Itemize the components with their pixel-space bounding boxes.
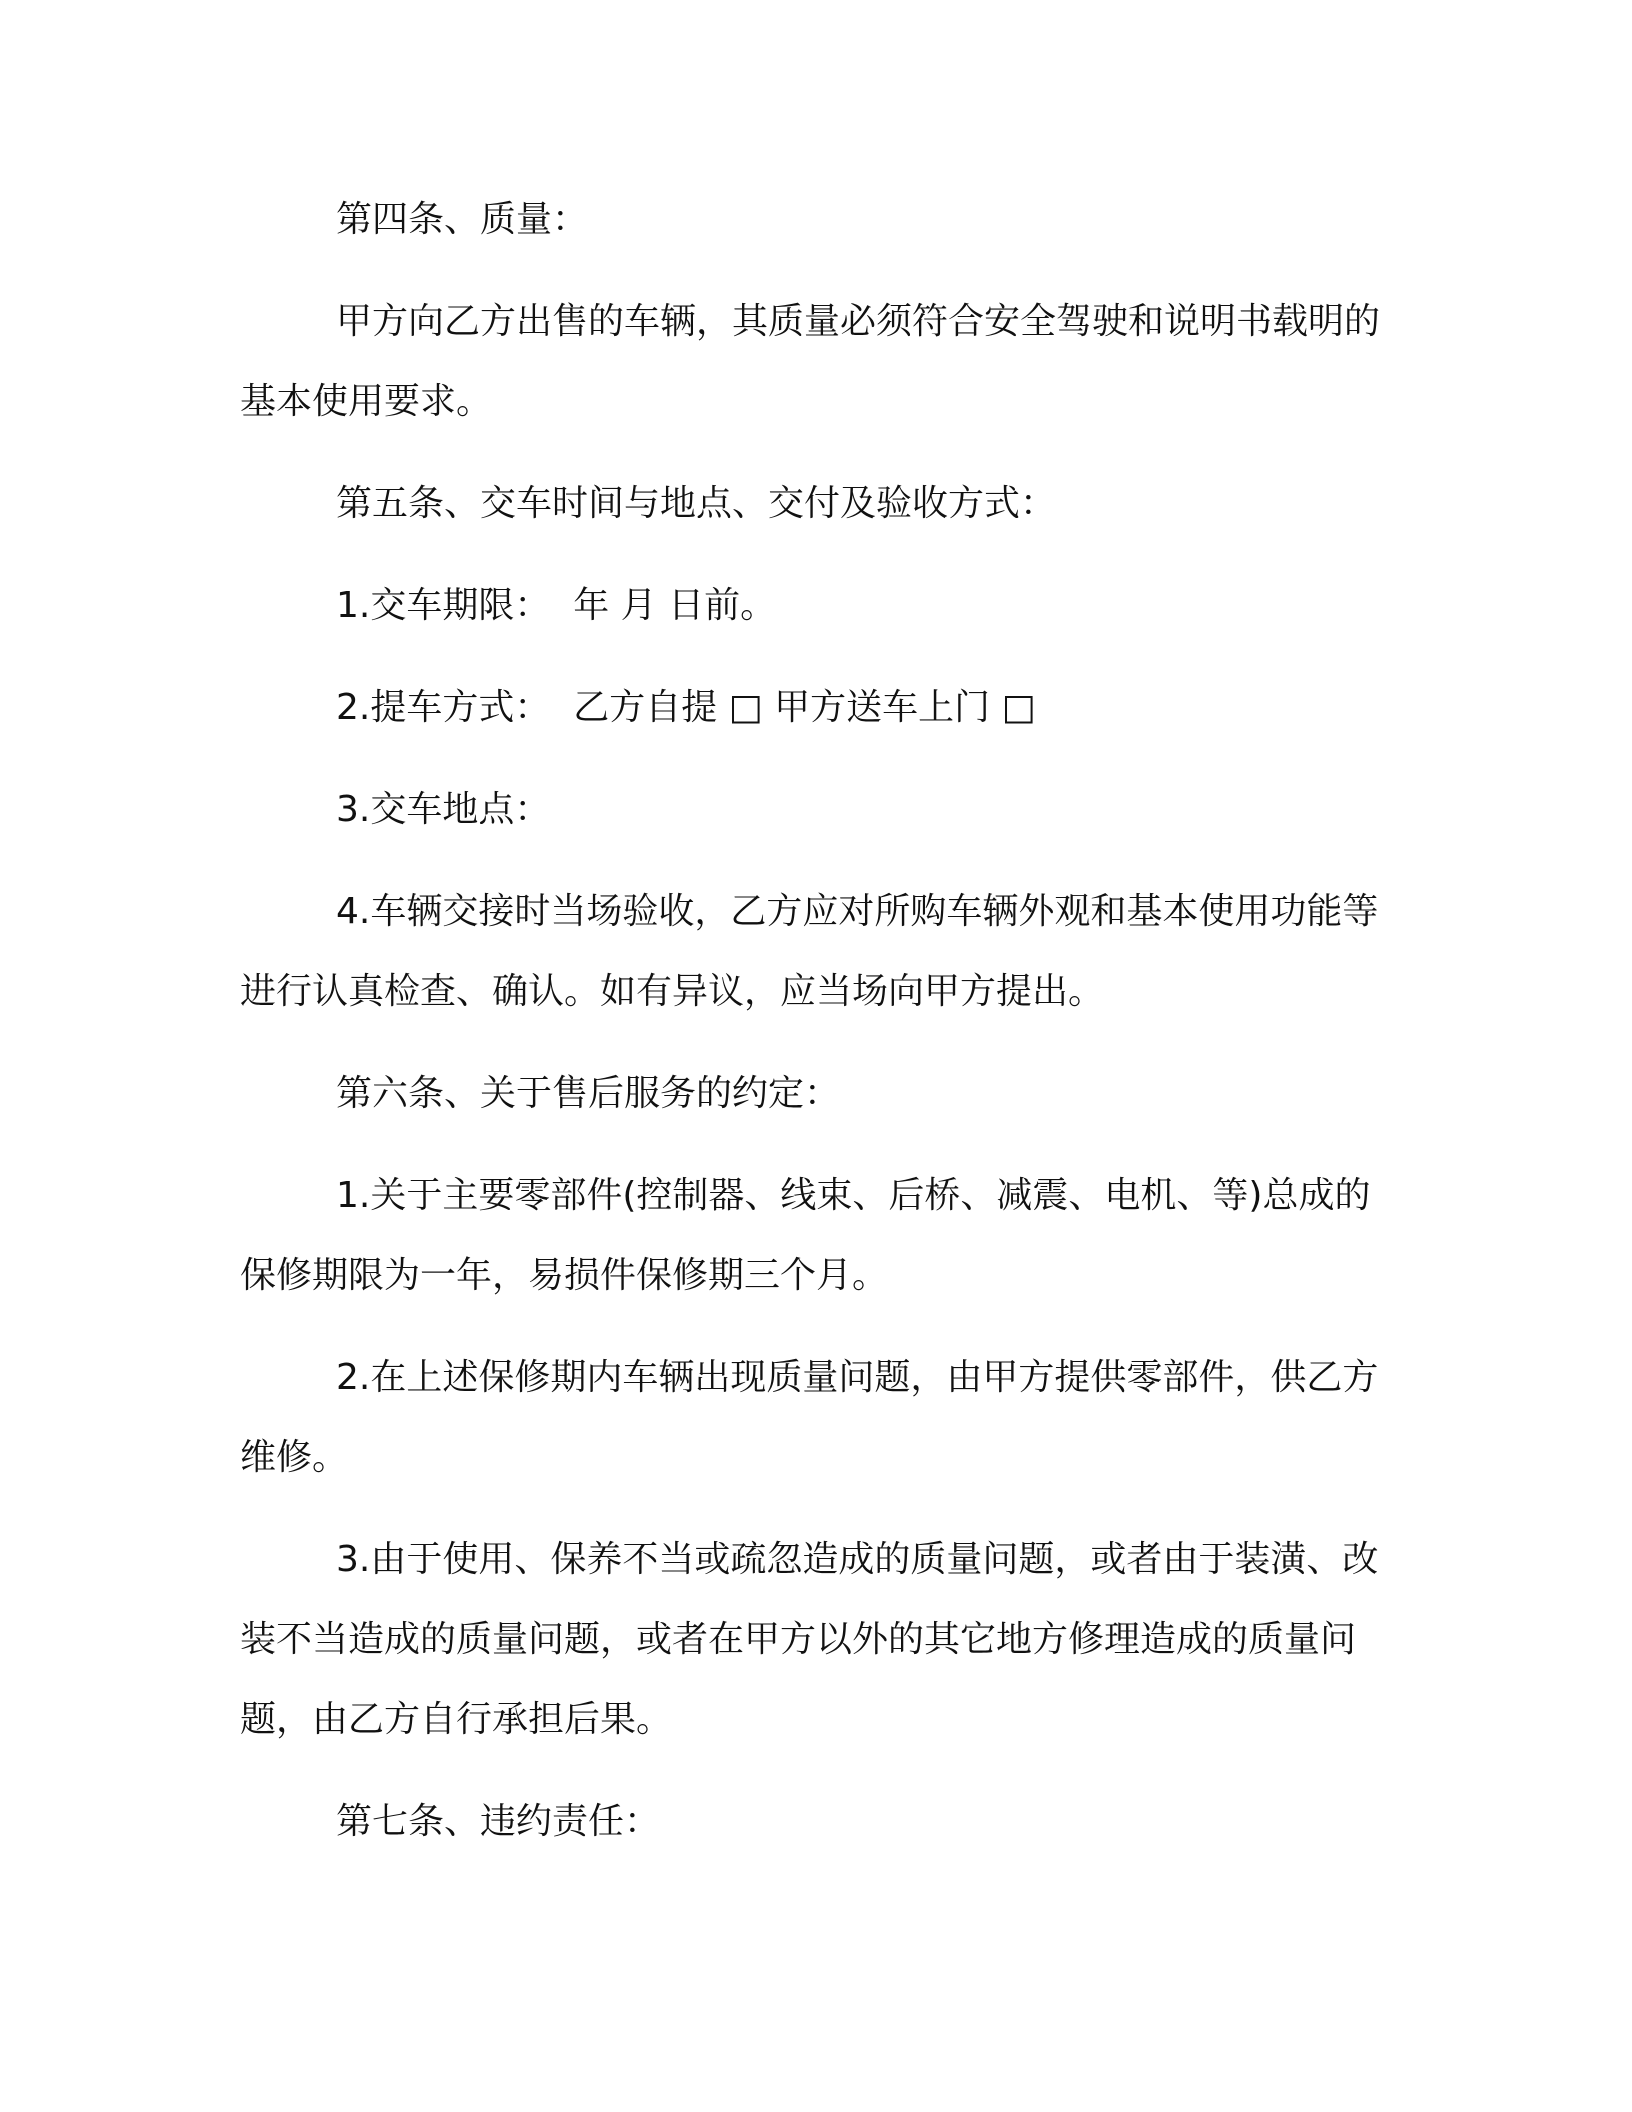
- clause-6-item-3: 3.由于使用、保养不当或疏忽造成的质量问题，或者由于装潢、改装不当造成的质量问题，或者在甲方以外的其它地方修理造成的质量问题，由乙方自行承担后果。: [240, 1539, 1379, 1740]
- clause-5-heading: 第五条、交车时间与地点、交付及验收方式：: [336, 483, 1057, 524]
- clause-5-item-2: 2.提车方式： 乙方自提 □ 甲方送车上门 □: [336, 687, 1036, 728]
- clause-6-heading: 第六条、关于售后服务的约定：: [336, 1073, 841, 1114]
- clause-7-heading: 第七条、违约责任：: [336, 1801, 661, 1842]
- clause-4-heading: 第四条、质量：: [336, 199, 589, 240]
- clause-6-item-2: 2.在上述保修期内车辆出现质量问题，由甲方提供零部件，供乙方维修。: [240, 1357, 1379, 1478]
- clause-5-item-3: 3.交车地点：: [336, 789, 551, 830]
- clause-5-item-1: 1.交车期限： 年 月 日前。: [336, 585, 777, 626]
- document-page: [240, 180, 1380, 1862]
- clause-5-item-4: 4.车辆交接时当场验收，乙方应对所购车辆外观和基本使用功能等进行认真检查、确认。如有异议，应当场向甲方提出。: [240, 891, 1379, 1012]
- clause-4-text: 甲方向乙方出售的车辆，其质量必须符合安全驾驶和说明书载明的基本使用要求。: [240, 301, 1381, 422]
- clause-6-item-1: 1.关于主要零部件(控制器、线束、后桥、减震、电机、等)总成的保修期限为一年，易损件保修期三个月。: [240, 1175, 1371, 1296]
